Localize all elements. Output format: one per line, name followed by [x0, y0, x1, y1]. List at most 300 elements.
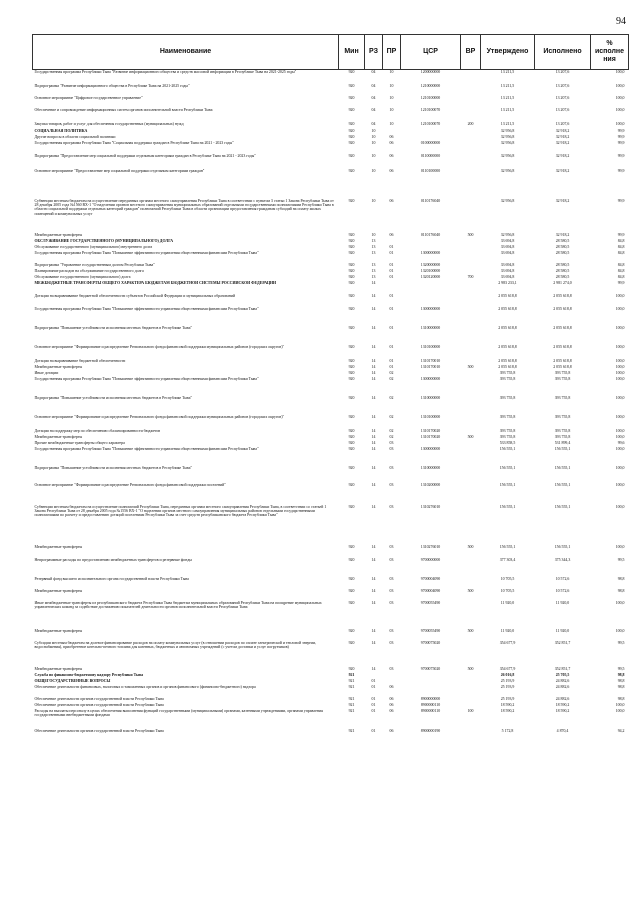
row-pr: 02: [389, 428, 394, 433]
row-pr: [383, 281, 401, 294]
row-rz: 01: [371, 702, 376, 707]
row-vr: 500: [467, 232, 474, 237]
row-approved: 13 211,5: [500, 95, 515, 100]
row-rz: 14: [371, 306, 376, 311]
row-min: 920: [348, 121, 355, 126]
row-pr: 10: [389, 83, 394, 88]
row-executed: 352 851,7: [554, 640, 571, 645]
row-executed: 4 870,4: [556, 728, 569, 733]
table-row: [33, 169, 629, 199]
row-executed: 375 344,3: [554, 557, 571, 562]
row-csr: 9700055490: [420, 600, 441, 605]
row-rz: 14: [371, 576, 376, 581]
row-vr: [461, 108, 481, 122]
row-csr: 1320100000: [420, 268, 441, 273]
row-min: 920: [348, 140, 355, 145]
row-min: 921: [348, 696, 355, 701]
row-pr: 06: [389, 684, 394, 689]
row-name: Другие вопросы в области социальной политики: [34, 134, 116, 139]
row-percent: 100,0: [615, 293, 625, 298]
row-percent: 84,8: [617, 274, 625, 279]
row-approved: 32 956,8: [500, 128, 515, 133]
row-min: 920: [348, 370, 355, 375]
row-approved: 32 956,8: [500, 168, 515, 173]
row-min: 920: [348, 628, 355, 633]
row-approved: 32 956,8: [500, 140, 515, 145]
row-name: Обеспечение деятельности органов государственной власти Республики Тыва: [34, 696, 164, 701]
row-percent: 99,9: [617, 168, 625, 173]
row-rz: 14: [371, 428, 376, 433]
header-pr: ПР: [383, 35, 401, 70]
row-name: Обеспечение и сопровождение информационных систем органов исполнительной власти Республики Тыва: [34, 107, 213, 112]
row-executed: 13 207,6: [555, 70, 570, 74]
row-pr: 06: [389, 153, 394, 158]
row-rz: 04: [371, 70, 376, 74]
row-pr: 03: [389, 600, 394, 605]
row-name: Межбюджетные трансферты: [34, 232, 83, 237]
row-rz: 01: [371, 684, 376, 689]
row-csr: 1300000000: [420, 306, 441, 311]
row-executed: 13 207,6: [555, 107, 570, 112]
row-csr: 0110100000: [420, 168, 441, 173]
row-executed: 32 918,2: [555, 168, 570, 173]
row-percent: 84,8: [617, 244, 625, 249]
row-csr: 9700004090: [420, 576, 441, 581]
row-min: 920: [348, 588, 355, 593]
row-vr: [461, 505, 481, 545]
row-name: Межбюджетные трансферты: [34, 588, 83, 593]
row-percent: 100,0: [615, 600, 625, 605]
row-rz: 13: [371, 262, 376, 267]
row-pr: 02: [389, 395, 394, 400]
row-vr: [461, 415, 481, 429]
row-percent: 100,0: [615, 708, 625, 713]
row-vr: [461, 307, 481, 326]
row-approved: 393 755,8: [499, 395, 516, 400]
row-pr: 10: [389, 107, 394, 112]
row-min: 920: [348, 344, 355, 349]
row-pr: 06: [389, 198, 394, 203]
row-csr: 1210100070: [420, 121, 441, 126]
row-name: Подпрограмма "Повышение устойчивости исполнения местных бюджетов в Республике Тыва": [34, 465, 193, 470]
row-pr: 03: [389, 640, 394, 645]
row-executed: 28 580,5: [555, 244, 570, 249]
row-min: 920: [348, 482, 355, 487]
row-executed: 393 755,8: [554, 428, 571, 433]
row-approved: 5 172,8: [501, 728, 514, 733]
row-percent: 100,0: [615, 121, 625, 126]
row-rz: 13: [371, 238, 376, 243]
row-executed: 32 918,2: [555, 232, 570, 237]
row-pr: 06: [389, 140, 394, 145]
row-name: Межбюджетные трансферты: [34, 364, 83, 369]
row-approved: 13 211,5: [500, 70, 515, 74]
row-csr: 0110176040: [420, 232, 441, 237]
row-pr: 03: [389, 465, 394, 470]
table-row: [33, 545, 629, 558]
row-executed: 156 555,1: [554, 482, 571, 487]
row-csr: 1310170020: [420, 434, 441, 439]
row-name: Подпрограмма "Повышение устойчивости исполнения местных бюджетов в Республике Тыва": [34, 325, 193, 330]
row-min: 920: [348, 325, 355, 330]
row-name: Планирование расходов на обслуживание государственного долга: [34, 268, 144, 273]
row-min: 920: [348, 198, 355, 203]
budget-execution-table: [32, 34, 628, 741]
row-vr: [461, 641, 481, 667]
row-min: 920: [348, 250, 355, 255]
row-approved: 393 755,8: [499, 414, 516, 419]
row-csr: [401, 281, 461, 294]
row-approved: 2 055 618,8: [498, 293, 517, 298]
header-approved: Утверждено: [481, 35, 535, 70]
row-csr: 1310170010: [420, 364, 441, 369]
row-name: Основное мероприятие "Формирование и распределение Регионального фонда финансовой поддержки муниципальных районов (городских округов)": [34, 414, 285, 419]
row-rz: 04: [371, 107, 376, 112]
row-rz: 04: [371, 83, 376, 88]
row-rz: 10: [371, 140, 376, 145]
row-name: Межбюджетные трансферты: [34, 544, 83, 549]
row-name: СОЦИАЛЬНАЯ ПОЛИТИКА: [34, 128, 88, 133]
row-rz: 14: [371, 395, 376, 400]
row-percent: 84,8: [617, 268, 625, 273]
table-row: [33, 641, 629, 667]
row-min: 921: [348, 672, 355, 677]
row-percent: 99,6: [617, 440, 625, 445]
table-row: [33, 415, 629, 429]
row-csr: 1310276010: [420, 544, 441, 549]
row-percent: 84,8: [617, 238, 625, 243]
row-approved: 33 694,8: [500, 238, 515, 243]
row-pr: 03: [389, 544, 394, 549]
row-approved: 393 755,8: [499, 434, 516, 439]
row-vr: 500: [467, 434, 474, 439]
row-percent: 100,0: [615, 306, 625, 311]
row-approved: 33 694,8: [500, 250, 515, 255]
row-executed: 2 055 618,8: [553, 358, 572, 363]
row-name: Обеспечение деятельности органов государственной власти Республики Тыва: [34, 728, 164, 733]
row-name: Служба по финансово-бюджетному надзору Республики Тыва: [34, 672, 144, 677]
row-executed: 11 920,0: [555, 628, 570, 633]
row-executed: 156 555,1: [554, 465, 571, 470]
row-name: Подпрограмма "Повышение устойчивости исполнения местных бюджетов в Республике Тыва": [34, 395, 193, 400]
row-rz: 14: [371, 358, 376, 363]
row-name: Расходы на выплаты персоналу в целях обеспечения выполнения функций государственными (муниципальными) органами, казенными учреждениями, органами управления государственными внебюджетными фондами: [34, 708, 323, 717]
row-vr: [461, 447, 481, 466]
row-approved: 32 956,8: [500, 232, 515, 237]
row-approved: 393 755,8: [499, 376, 516, 381]
row-vr: [461, 601, 481, 629]
row-min: 920: [348, 238, 355, 243]
row-min: 920: [348, 395, 355, 400]
row-vr: 500: [467, 666, 474, 671]
row-approved: 533 858,5: [499, 440, 516, 445]
table-row: [33, 294, 629, 307]
row-approved: 32 956,8: [500, 198, 515, 203]
row-percent: 100,0: [615, 107, 625, 112]
row-min: 920: [348, 306, 355, 311]
row-min: 921: [348, 702, 355, 707]
row-percent: 100,0: [615, 628, 625, 633]
row-executed: 25 705,5: [555, 672, 570, 677]
table-row: [33, 281, 629, 294]
row-percent: 99,5: [617, 666, 625, 671]
row-vr: [461, 483, 481, 505]
row-pr: 06: [389, 708, 394, 713]
row-pr: 06: [389, 168, 394, 173]
row-min: 921: [348, 708, 355, 713]
row-percent: 100,0: [615, 83, 625, 88]
table-row: [33, 483, 629, 505]
row-rz: 14: [371, 504, 376, 509]
header-executed: Исполнено: [535, 35, 591, 70]
row-min: 920: [348, 70, 355, 74]
row-name: Дотации на поддержку мер по обеспечению сбалансированности бюджетов: [34, 428, 161, 433]
row-vr: [461, 84, 481, 96]
row-csr: 1300000000: [420, 250, 441, 255]
row-vr: [461, 345, 481, 359]
row-min: 920: [348, 376, 355, 381]
row-rz: 14: [371, 588, 376, 593]
row-csr: 1300000000: [420, 376, 441, 381]
row-name: МЕЖБЮДЖЕТНЫЕ ТРАНСФЕРТЫ ОБЩЕГО ХАРАКТЕРА БЮДЖЕТАМ БЮДЖЕТНОЙ СИСТЕМЫ РОССИЙСКОЙ ФЕДЕРАЦИИ: [34, 280, 277, 285]
row-executed: 393 755,8: [554, 434, 571, 439]
row-executed: 10 572,6: [555, 588, 570, 593]
row-approved: 25 193,9: [500, 684, 515, 689]
row-vr: [461, 466, 481, 483]
row-csr: 1300000000: [420, 446, 441, 451]
row-csr: [401, 685, 461, 697]
row-csr: 1320120000: [420, 274, 441, 279]
row-min: 920: [348, 153, 355, 158]
row-percent: 100,0: [615, 95, 625, 100]
row-pr: 10: [389, 70, 394, 74]
row-min: 921: [348, 684, 355, 689]
row-name: Дотации на выравнивание бюджетной обеспеченности субъектов Российской Федерации и муниципальных образований: [34, 293, 236, 298]
row-percent: 99,5: [617, 640, 625, 645]
row-csr: 8900000190: [420, 728, 441, 733]
row-approved: 10 705,5: [500, 576, 515, 581]
row-name: Субсидии местным бюджетам на долевое финансирование расходов на оплату коммунальных услуг (в отношении расходов по оплате электрической и тепловой энергии, водоснабжения), приобретение котельно-печного топлива для казенных, бюджетных и автономных учреждений (с учетом доставки и услуг погрузчиков): [34, 640, 317, 649]
table-row: [33, 70, 629, 84]
row-approved: 13 211,5: [500, 107, 515, 112]
row-name: Обслуживание государственного (муниципального) внутреннего долга: [34, 244, 153, 249]
row-rz: 13: [371, 268, 376, 273]
row-name: Основное мероприятие "Цифровое государственное управление": [34, 95, 143, 100]
table-row: [33, 251, 629, 263]
row-rz: 14: [371, 600, 376, 605]
row-pr: 01: [389, 325, 394, 330]
row-approved: 13 211,5: [500, 83, 515, 88]
row-vr: [461, 141, 481, 154]
row-percent: 100,0: [615, 544, 625, 549]
row-executed: 24 882,6: [555, 678, 570, 683]
table-row: [33, 447, 629, 466]
row-rz: 14: [371, 465, 376, 470]
row-approved: 2 983 233,1: [498, 280, 517, 285]
table-row: [33, 601, 629, 629]
row-percent: 99,9: [617, 198, 625, 203]
row-min: 920: [348, 364, 355, 369]
row-percent: 84,8: [617, 262, 625, 267]
row-percent: 98,8: [617, 576, 625, 581]
row-executed: 352 851,7: [554, 666, 571, 671]
row-executed: 2 055 618,8: [553, 306, 572, 311]
row-min: 920: [348, 557, 355, 562]
row-min: 920: [348, 504, 355, 509]
row-name: Государственная программа Республики Тыва "Повышение эффективности управления общественными финансами Республики Тыва": [34, 446, 259, 451]
row-vr: 700: [467, 274, 474, 279]
row-csr: 1310276010: [420, 504, 441, 509]
row-rz: 13: [371, 244, 376, 249]
row-approved: 32 956,8: [500, 134, 515, 139]
row-approved: 393 755,8: [499, 428, 516, 433]
row-pr: 03: [389, 482, 394, 487]
row-min: 920: [348, 358, 355, 363]
row-name: Межбюджетные трансферты: [34, 628, 83, 633]
row-approved: 26 016,8: [500, 672, 515, 677]
row-csr: 9700055490: [420, 628, 441, 633]
row-executed: 2 981 274,0: [553, 280, 572, 285]
row-pr: 10: [389, 95, 394, 100]
row-approved: 33 694,8: [500, 268, 515, 273]
row-pr: 03: [389, 666, 394, 671]
row-name: Обеспечение деятельности органов государственной власти Республики Тыва: [34, 702, 164, 707]
row-rz: 14: [371, 628, 376, 633]
row-vr: 100: [467, 708, 474, 713]
row-vr: 200: [467, 121, 474, 126]
row-approved: 393 755,8: [499, 370, 516, 375]
row-executed: 18 590,2: [555, 708, 570, 713]
row-pr: 03: [389, 504, 394, 509]
row-executed: 393 755,8: [554, 395, 571, 400]
row-name: Субвенции местным бюджетам на осуществление полномочий Республики Тыва, переданных органам местного самоуправления Республики Тыва, в соответствии со статьей 1 Закона Республики Тыва от 28 декабря 2005 года №1556 ВХ-1 "О наделении органов местного самоуправления муниципальных районов отдельными государственными полномочиями по расчету и предоставлению дотаций поселениям Республики Тыва за счет средств республиканского бюджета Республики Тыва": [34, 504, 327, 518]
row-approved: 156 555,1: [499, 482, 516, 487]
page-number: 94: [616, 16, 626, 27]
row-executed: 393 755,8: [554, 414, 571, 419]
row-csr: 1310200000: [420, 482, 441, 487]
row-min: 920: [348, 465, 355, 470]
row-min: 920: [348, 107, 355, 112]
row-csr: 8900000000: [420, 696, 441, 701]
row-approved: 354 677,9: [499, 640, 516, 645]
row-vr: [461, 729, 481, 741]
row-executed: 24 882,6: [555, 696, 570, 701]
table-body: [33, 70, 629, 741]
row-rz: 01: [371, 678, 376, 683]
row-rz: 01: [371, 728, 376, 733]
row-pr: 02: [389, 414, 394, 419]
row-rz: 14: [371, 544, 376, 549]
row-approved: 354 677,9: [499, 666, 516, 671]
row-csr: 1310170020: [420, 428, 441, 433]
row-rz: 10: [371, 153, 376, 158]
row-rz: 10: [371, 168, 376, 173]
row-name: Обеспечение деятельности финансовых, налоговых и таможенных органов и органов финансового (финансово-бюджетного) надзора: [34, 684, 256, 689]
row-vr: [461, 558, 481, 577]
row-csr: 1310000000: [420, 395, 441, 400]
row-csr: 1210100070: [420, 107, 441, 112]
row-min: 920: [348, 168, 355, 173]
row-executed: 28 580,5: [555, 268, 570, 273]
header-vr: ВР: [461, 35, 481, 70]
row-percent: 94,2: [617, 728, 625, 733]
row-rz: 14: [371, 376, 376, 381]
row-approved: 377 303,4: [499, 557, 516, 562]
row-rz: 14: [371, 364, 376, 369]
row-approved: 33 694,8: [500, 262, 515, 267]
row-rz: 14: [371, 446, 376, 451]
row-csr: 1310000000: [420, 465, 441, 470]
row-approved: 18 590,2: [500, 708, 515, 713]
row-rz: 14: [371, 280, 376, 285]
row-min: 920: [348, 440, 355, 445]
table-row: [33, 199, 629, 233]
row-vr: [461, 377, 481, 396]
row-pr: 01: [389, 268, 394, 273]
row-vr: [461, 169, 481, 199]
row-rz: 14: [371, 344, 376, 349]
table-row: [33, 577, 629, 589]
row-name: Обслуживание государственного (муниципального) долга: [34, 274, 131, 279]
row-percent: 99,5: [617, 557, 625, 562]
row-min: 920: [348, 576, 355, 581]
row-name: Подпрограмма "Предоставление мер социальной поддержки отдельным категориям граждан в Республике Тыва на 2021 - 2023 годы": [34, 153, 256, 158]
row-min: 921: [348, 728, 355, 733]
row-pr: 01: [389, 364, 394, 369]
row-percent: 100,0: [615, 70, 625, 74]
row-executed: 18 590,2: [555, 702, 570, 707]
row-min: 920: [348, 83, 355, 88]
row-csr: 1310100000: [420, 344, 441, 349]
row-approved: 2 055 618,8: [498, 358, 517, 363]
table-row: [33, 589, 629, 601]
row-percent: 100,0: [615, 370, 625, 375]
table-row: [33, 141, 629, 154]
row-approved: 156 555,1: [499, 544, 516, 549]
row-percent: 99,9: [617, 153, 625, 158]
row-approved: 33 694,8: [500, 244, 515, 249]
row-percent: 100,0: [615, 465, 625, 470]
row-rz: 10: [371, 134, 376, 139]
table-row: [33, 326, 629, 345]
row-csr: 9700075020: [420, 640, 441, 645]
row-percent: 98,8: [617, 588, 625, 593]
row-pr: 03: [389, 576, 394, 581]
row-name: Непрограммные расходы по предоставлению межбюджетных трансфертов и резервные фонды: [34, 557, 192, 562]
row-executed: 2 055 618,8: [553, 364, 572, 369]
row-executed: 393 755,8: [554, 376, 571, 381]
row-name: Межбюджетные трансферты: [34, 434, 83, 439]
row-percent: 100,0: [615, 482, 625, 487]
row-vr: [461, 577, 481, 589]
row-pr: 06: [389, 728, 394, 733]
row-name: Межбюджетные трансферты: [34, 666, 83, 671]
table-row: [33, 685, 629, 697]
row-name: Иные межбюджетные трансферты из республиканского бюджета Республики Тыва бюджетам муниципальных образований Республики Тыва на поощрение муниципальных управленческих команд за содействие достижению показателей деятельности органов исполнительной власти Республики Тыва: [34, 600, 322, 609]
row-min: 920: [348, 640, 355, 645]
row-executed: 393 755,8: [554, 370, 571, 375]
header-min: Мин: [339, 35, 365, 70]
table-row: [33, 466, 629, 483]
row-approved: 2 055 618,8: [498, 325, 517, 330]
row-percent: 100,0: [615, 344, 625, 349]
row-rz: 10: [371, 232, 376, 237]
row-pr: 03: [389, 588, 394, 593]
table-row: [33, 307, 629, 326]
row-pr: 01: [389, 274, 394, 279]
row-csr: 1200000000: [420, 70, 441, 74]
table-row: [33, 709, 629, 729]
